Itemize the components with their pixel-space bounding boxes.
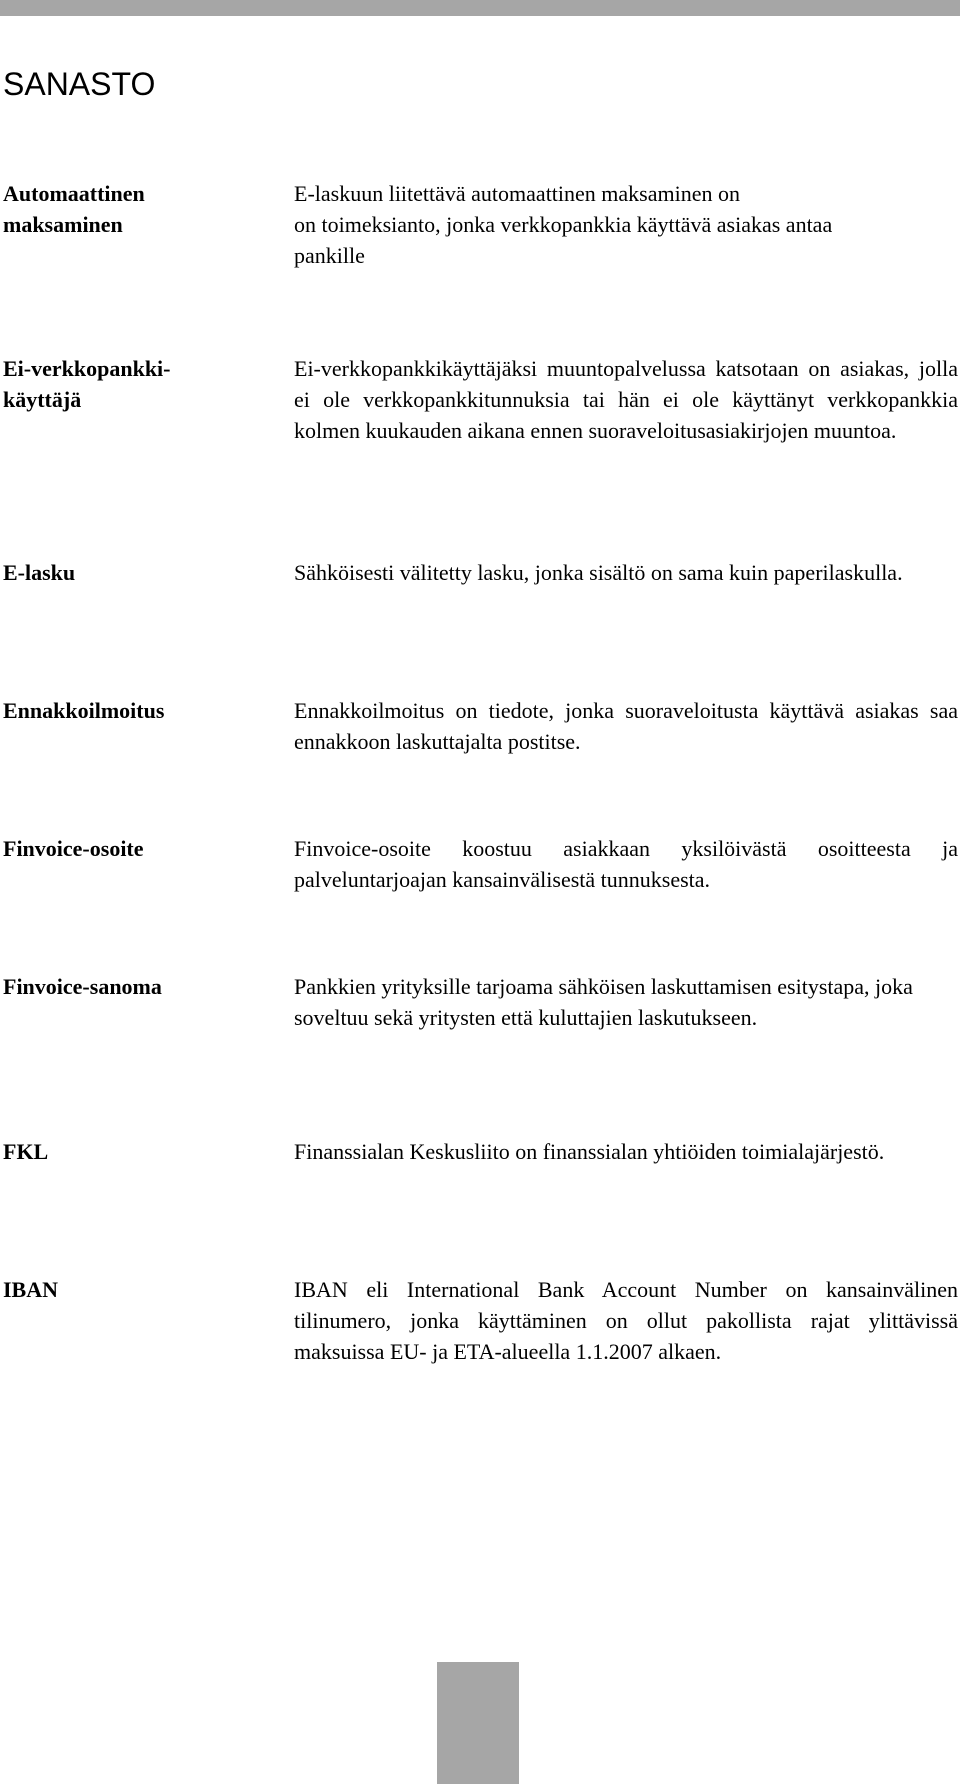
glossary-definition: Ennakkoilmoitus on tiedote, jonka suoraveloitusta käyttävä asiakas saa ennakkoon laskuttajalta postitse. (294, 698, 958, 754)
glossary-definition: E-laskuun liitettävä automaattinen maksaminen on on toimeksianto, jonka verkkopankkia käyttävä asiakas antaa pankille (294, 181, 833, 268)
glossary-term: Ei-verkkopankki- käyttäjä (3, 356, 171, 412)
glossary-term: Automaattinen maksaminen (3, 181, 145, 237)
footer-page-box (437, 1662, 519, 1784)
glossary-term: IBAN (3, 1277, 59, 1302)
glossary-definition: Pankkien yrityksille tarjoama sähköisen laskuttamisen esitystapa, joka soveltuu sekä yritysten että kuluttajien laskutukseen. (294, 974, 913, 1030)
glossary-definition: Finanssialan Keskusliito on finanssialan yhtiöiden toimialajärjestö. (294, 1139, 885, 1164)
glossary-definition: IBAN eli International Bank Account Number on kansainvälinen tilinumero, jonka käyttäminen on ollut pakollista rajat ylittävissä maksuissa EU- ja ETA-alueella 1.1.2007 alkaen. (294, 1277, 958, 1364)
page-title: SANASTO (3, 66, 156, 102)
glossary-definition: Finvoice-osoite koostuu asiakkaan yksilöivästä osoitteesta ja palveluntarjoajan kansainvälisestä tunnuksesta. (294, 836, 958, 892)
glossary-term: Finvoice-sanoma (3, 974, 162, 999)
glossary-term: E-lasku (3, 560, 76, 585)
glossary-definition: Sähköisesti välitetty lasku, jonka sisältö on sama kuin paperilaskulla. (294, 560, 903, 585)
glossary-term: Ennakkoilmoitus (3, 698, 165, 723)
glossary-term: FKL (3, 1139, 49, 1164)
header-rule (0, 0, 960, 16)
glossary-definition: Ei-verkkopankkikäyttäjäksi muuntopalvelussa katsotaan on asiakas, jolla ei ole verkkopankkitunnuksia tai hän ei ole käyttänyt verkkopankkia kolmen kuukauden aikana ennen suoraveloitusasiakirjojen muuntoa. (294, 356, 958, 443)
glossary-term: Finvoice-osoite (3, 836, 144, 861)
